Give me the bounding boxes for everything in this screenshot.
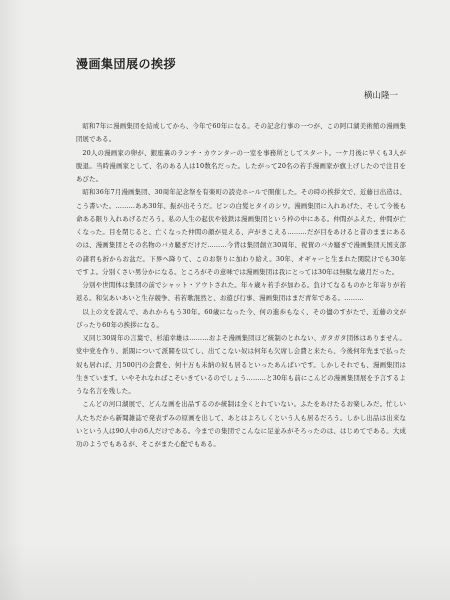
page-shadow-bottom	[0, 540, 450, 600]
author-name: 横山隆一	[363, 91, 398, 101]
document-body	[76, 120, 406, 451]
paragraph-5: 以上の文を読んで、あれからもう30年。60歳になった今、何の進歩もなく、その儘のすがたで、近藤の文がぴったり60年の挨拶になる。	[76, 307, 406, 329]
paragraph-3: 昭和36年7月漫画集団、30周年記念祭を有楽町の読売ホールで開催した。その時の挨拶文で、近藤日出造は、こう書いた。………ああ30年、振が出そうだ。ピンの白髪ヒタイのシワ。漫画集団に入れあげた、そして今後も命ある限り入れあげるだろう。私の人生の起伏や彼鉄は漫画集団という枠の中にある。仲間がふえた、仲間が亡くなった。目を閉じると、亡くなった仲間の顔が見える、声がきこえる………だが目をあけると昔のままにあるのは、漫画集団とその名物のバカ騒ぎだけだ………今背は集団創立30周年、祝賀のバカ騒ぎで漫画集団天国支部の諸君も折からお盆だ。下界へ降りて、このお祭りに加わり給え。30年、オギャーと生まれた関院けでも30年ですよ。分別くさい男分かになる。ところがその意味では漫画集団は我にとっては30年は無駄な歳月だった。	[76, 188, 406, 276]
paragraph-1: 昭和7年に漫画集団を結成してから、今年で60年になる。その記念行事の一つが、この阿口湖美術館の漫画集団展である。	[76, 122, 406, 144]
paragraph-4: 分別や世間体は集団の前でシャット・アウトされた。年々歳々若手が加わる。負けてなるものかと年寄りが若返る。和気あいあいと生存競争、若若歌混然と、お遊び行事、漫画集団はまだ青年である。………	[76, 281, 406, 303]
paragraph-6: 又同じ30周年の言葉で、杉浦幸雄は………およそ漫画集団ほど統制のとれない、ガタガタ団体はありません。党中党を作り、派閥について派閥を以てし、出てこない奴は何年も欠席し会費と来たら、今後何年先まで払った奴も居れば、月500円の会費を、何十万も未納の奴も居るといったあんばいです。しかしそれでも、漫画集団は生きています。いやそれなればこそいきているのでしょう………と30年も前にこんどの漫画集団展を予言するような名言を残した。	[76, 334, 406, 395]
paragraph-7: こんどの河口湖展で、どんな画を出品するのか統制は全くとれていない。ふたをあけたるお楽しみだ。忙しい人たちだから新聞雑誌で発表ずみの原画を出して、あとはよろしくという人も居るだろう。しかし出品は出来ないという人は90人中の6人だけである。今までの集団でこんなに足並みがそろったのは、はじめてである。大成功のようでもあるが、そこがまた心配でもある。	[76, 400, 406, 448]
document-title: 漫画集団展の挨拶	[76, 57, 177, 71]
page-shadow-left	[0, 0, 24, 600]
paragraph-2: 20人の漫画家の卵が、銀座裏のランチ・カウンターの一室を事務所としてスタート。一ケ月後に早くも3人が脱退。当時漫画家として、名のある人は10数名だった。したがって20名の若手漫画家が旗上げしたので注目をあびた。	[76, 148, 406, 183]
